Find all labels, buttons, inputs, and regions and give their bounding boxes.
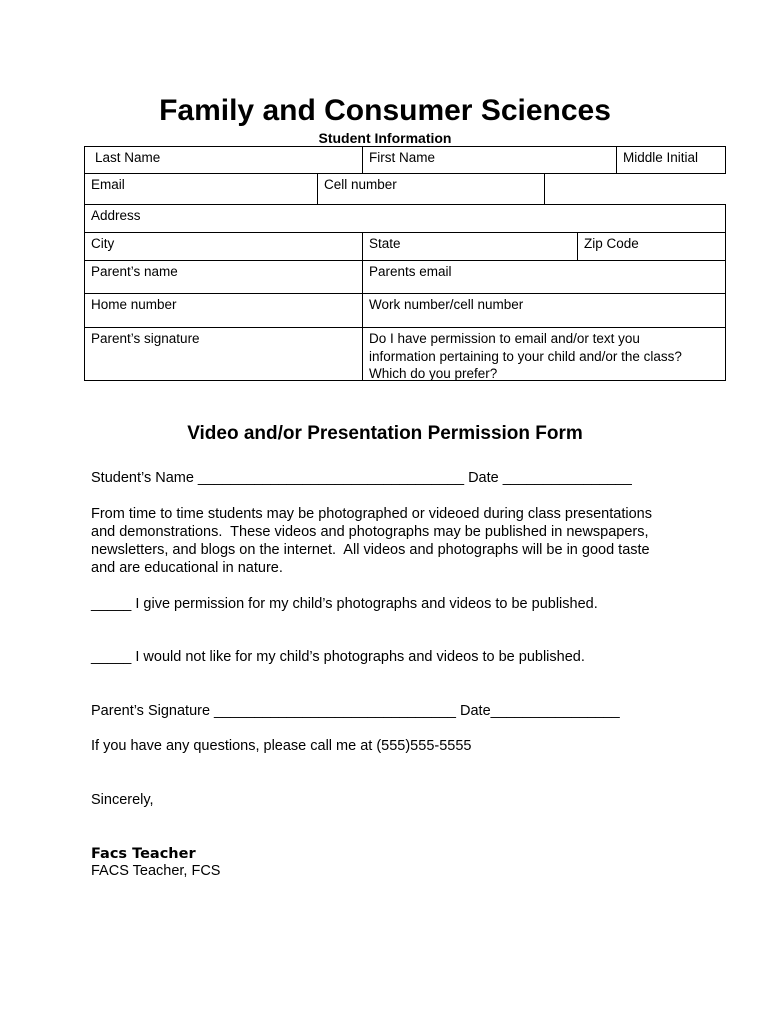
parent-signature-date-line[interactable]: Parent’s Signature ______________________________ Date________________: [91, 703, 620, 719]
student-name-date-line[interactable]: Student’s Name _________________________________ Date ________________: [91, 470, 632, 486]
last-name-field[interactable]: [84, 146, 363, 174]
parent-name-field[interactable]: [84, 260, 363, 294]
first-name-field[interactable]: [362, 146, 617, 174]
cell-number-label: Cell number: [324, 177, 397, 192]
intro-paragraph-line: and are educational in nature.: [91, 560, 283, 576]
last-name-label: Last Name: [95, 150, 161, 165]
parent-signature-field[interactable]: [84, 327, 363, 381]
email-label: Email: [91, 177, 125, 192]
intro-paragraph-line: newsletters, and blogs on the internet. All videos and photographs will be in good taste: [91, 542, 650, 558]
email-field[interactable]: [84, 173, 318, 205]
page-title: Family and Consumer Sciences: [159, 94, 611, 127]
intro-paragraph-line: and demonstrations. These videos and photographs may be published in newspapers,: [91, 524, 649, 540]
first-name-label: First Name: [369, 150, 436, 165]
permission-yes-option[interactable]: _____ I give permission for my child’s photographs and videos to be published.: [91, 596, 598, 612]
questions-contact-text: If you have any questions, please call me at (555)555-5555: [91, 738, 472, 754]
zip-code-label: Zip Code: [584, 236, 639, 251]
city-label: City: [91, 236, 115, 251]
middle-initial-label: Middle Initial: [623, 150, 699, 165]
work-number-label: Work number/cell number: [369, 297, 524, 312]
permission-no-option[interactable]: _____ I would not like for my child’s photographs and videos to be published.: [91, 649, 585, 665]
address-field[interactable]: [84, 204, 726, 233]
parents-email-label: Parents email: [369, 264, 452, 279]
city-field[interactable]: [84, 232, 363, 261]
contact-permission-line: information pertaining to your child and/or the class?: [369, 348, 682, 364]
section-title-student-information: Student Information: [318, 130, 452, 146]
address-label: Address: [91, 208, 141, 223]
intro-paragraph-line: From time to time students may be photographed or videoed during class presentations: [91, 506, 652, 522]
closing-text: Sincerely,: [91, 792, 154, 808]
parent-name-label: Parent’s name: [91, 264, 178, 279]
work-number-field[interactable]: [362, 293, 726, 328]
state-label: State: [369, 236, 401, 251]
permission-form-title: Video and/or Presentation Permission Form: [187, 423, 583, 444]
contact-permission-line: Do I have permission to email and/or text you: [369, 331, 640, 346]
signer-title: FACS Teacher, FCS: [91, 863, 221, 879]
zip-code-field[interactable]: [577, 232, 726, 261]
middle-initial-field[interactable]: [616, 146, 726, 174]
contact-permission-field[interactable]: [362, 327, 726, 381]
parent-signature-label: Parent’s signature: [91, 331, 200, 346]
home-number-label: Home number: [91, 297, 177, 312]
home-number-field[interactable]: [84, 293, 363, 328]
signer-name: Facs Teacher: [91, 846, 196, 862]
cell-number-field[interactable]: [317, 173, 545, 205]
parents-email-field[interactable]: [362, 260, 726, 294]
contact-permission-line: Which do you prefer?: [369, 366, 498, 381]
state-field[interactable]: [362, 232, 578, 261]
